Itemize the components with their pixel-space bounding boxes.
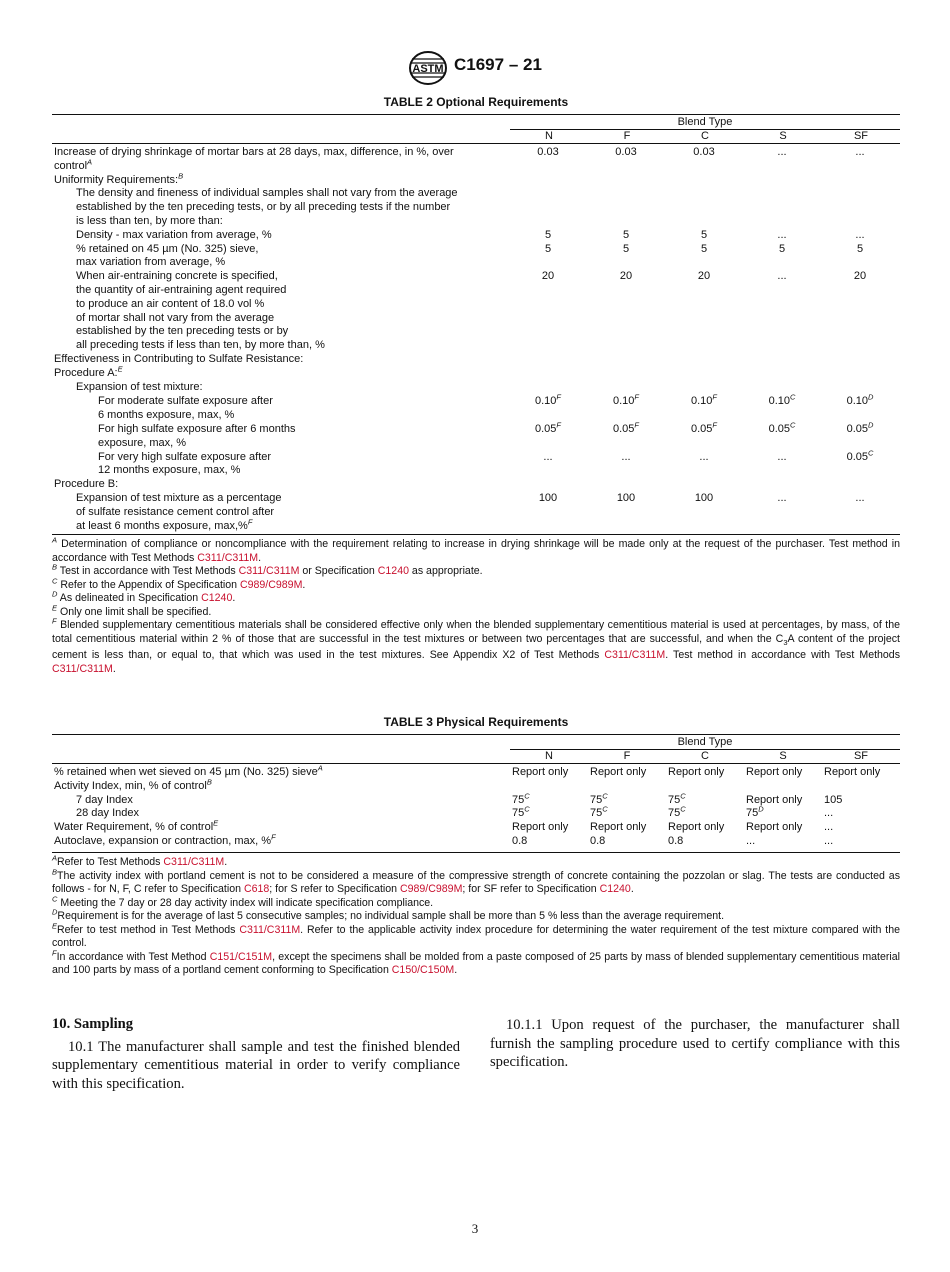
table-row-label: For high sulfate exposure after 6 months [98, 423, 296, 435]
footnote-b: $^B$ Test in accordance with Test Methods C311/C311M or Specification C1240 as appropriate. [52, 562, 483, 577]
table-row-label: Activity Index, min, % of control$^B$ [54, 777, 212, 792]
table-cell: 100 [538, 492, 558, 504]
table-row-label: 7 day Index [76, 793, 133, 806]
document-designation: C1697 – 21 [454, 55, 542, 74]
table-cell: 5 [700, 242, 708, 255]
link-c151[interactable]: C151/C151M [209, 950, 273, 963]
table-cell: 5 [700, 228, 708, 241]
table-2-blend-type-header: Blend Type [677, 116, 733, 128]
link-c989[interactable]: C989/C989M [239, 578, 303, 591]
table-row-label: Density - max variation from average, % [76, 228, 272, 241]
table-3-col-s: S [779, 750, 787, 762]
table-row-label: Effectiveness in Contributing to Sulfate Resistance: [54, 353, 304, 365]
link-c311[interactable]: C311/C311M [52, 662, 113, 675]
link-c311[interactable]: C311/C311M [604, 649, 666, 662]
table-cell: $0.05^D$ [846, 420, 874, 435]
table-cell: Report only [746, 793, 803, 806]
table-cell: $0.05^C$ [768, 420, 796, 435]
link-c1240[interactable]: C1240 [599, 883, 631, 895]
page-header [0, 50, 950, 86]
table-cell: Report only [668, 766, 725, 778]
table-cell: ... [855, 228, 865, 241]
table-cell: Report only [512, 766, 569, 778]
table-cell: 5 [622, 242, 630, 255]
table-2-footnotes [52, 535, 900, 676]
table-row-label: all preceding tests if less than ten, by more than, % [76, 339, 325, 352]
table-2-col-f: F [623, 130, 631, 142]
table-cell: 5 [544, 242, 552, 255]
table-row-label: % retained when wet sieved on 45 µm (No. 325) sieve$^A$ [54, 763, 323, 778]
table-cell: 20 [853, 270, 867, 283]
footnote-f: $^F$In accordance with Test Method C151/C151M, except the specimens shall be molded from a paste composed of 25 parts by mass of blended supplementary cementitious material and 100 parts by mass of a portland cement conforming to Specification C150/C150M. [52, 947, 901, 976]
table-3-col-c: C [701, 750, 709, 762]
table-row-label: Increase of drying shrinkage of mortar bars at 28 days, max, difference, in %, over [54, 146, 454, 158]
table-row-label: Uniformity Requirements:$^B$ [54, 170, 184, 186]
table-cell: 5 [778, 242, 786, 255]
table-cell: ... [824, 807, 834, 820]
section-heading: 10. Sampling [52, 1016, 134, 1032]
table-cell: ... [777, 450, 787, 463]
table-cell: $75^C$ [668, 804, 686, 820]
table-row-label: Procedure B: [54, 478, 119, 491]
footnote-b: $^B$The activity index with portland cement is not to be considered a measure of the compressive strength of concrete containing the pozzolan or slag. The tests are conducted as follows - for N, F, C refer to Specification C618; for S refer to Specification C989/C989M; for SF refer to Specification C1240. [52, 866, 900, 895]
table-cell: 0.8 [590, 835, 606, 847]
table-cell: ... [699, 450, 709, 463]
table-3-col-f: F [623, 750, 631, 762]
table-cell: $75^C$ [590, 790, 608, 806]
table-2-col-sf: SF [853, 130, 869, 142]
table-cell: $0.10^F$ [534, 392, 561, 408]
link-c1240[interactable]: C1240 [201, 592, 233, 604]
table-cell: $0.05^F$ [534, 420, 561, 435]
table-cell: $0.10^D$ [846, 392, 874, 408]
table-cell: 0.03 [615, 146, 637, 158]
table-cell: 20 [619, 270, 633, 283]
table-2-body [52, 144, 900, 532]
table-cell: 100 [616, 492, 636, 504]
table-cell: 5 [856, 242, 864, 255]
table-cell: Report only [824, 766, 881, 778]
table-cell: 100 [694, 492, 714, 504]
table-cell: ... [777, 270, 787, 283]
paragraph-10-1-1: 10.1.1 Upon request of the purchaser, the manufacturer shall furnish the sampling procedure used to certify compliance with this specification. [490, 1017, 900, 1070]
table-cell: Report only [512, 821, 569, 834]
table-2-title: TABLE 2 Optional Requirements [383, 95, 569, 109]
table-row-label: is less than ten, by more than: [76, 215, 223, 227]
link-c150[interactable]: C150/C150M [391, 964, 455, 976]
table-cell: Report only [590, 821, 647, 834]
table-cell: ... [777, 228, 787, 241]
table-cell: 20 [697, 270, 711, 283]
table-row-label: of sulfate resistance cement control after [76, 505, 275, 518]
table-cell: ... [543, 450, 553, 463]
paragraph-10-1: 10.1 The manufacturer shall sample and test the finished blended supplementary cementitious material in order to verify compliance with this specification. [52, 1038, 460, 1092]
table-3-col-n: N [545, 750, 553, 762]
link-c311[interactable]: C311/C311M [197, 551, 259, 564]
link-c1240[interactable]: C1240 [377, 565, 409, 577]
table-cell: $75^C$ [590, 804, 608, 820]
table-row-label: established by the ten preceding tests or by [76, 325, 289, 338]
table-row-label: at least 6 months exposure, max,%$^F$ [76, 516, 253, 532]
table-cell: $0.10^F$ [612, 392, 639, 408]
table-row-label: Procedure A:$^E$ [54, 364, 123, 379]
section-10-right-column [490, 1016, 900, 1072]
footnote-e: $^E$Refer to test method in Test Methods C311/C311M. Refer to the applicable activity index procedure for determining the water requirement of the test mixture compared with the control. [52, 920, 900, 949]
table-row-label: Water Requirement, % of control$^E$ [54, 818, 219, 834]
table-2-col-s: S [779, 130, 787, 142]
table-cell: Report only [746, 821, 803, 834]
table-row-label: % retained on 45 µm (No. 325) sieve, [76, 242, 259, 255]
table-cell: ... [777, 146, 787, 158]
table-cell: $75^D$ [746, 804, 764, 820]
footnote-d: $^D$ As delineated in Specification C1240. [52, 589, 236, 604]
table-row-label: When air-entraining concrete is specified, [76, 270, 278, 283]
table-row-label: the quantity of air-entraining agent required [76, 284, 287, 296]
table-row-label: The density and fineness of individual samples shall not vary from the average [76, 187, 458, 200]
link-c311[interactable]: C311/C311M [239, 923, 301, 936]
footnote-a: $^A$ Determination of compliance or noncompliance with the requirement relating to increase in drying shrinkage will be made only at the request of the purchaser. Test method in accordance with Test Methods C311/C311M. [52, 535, 900, 564]
table-cell: ... [824, 821, 834, 834]
table-3 [52, 714, 900, 978]
table-3-title: TABLE 3 Physical Requirements [383, 715, 569, 729]
footnote-d: $^D$Requirement is for the average of last 5 consecutive samples; no individual sample shall be more than 5 % less than the average requirement. [52, 907, 725, 922]
table-3-col-sf: SF [853, 750, 869, 762]
table-row-label: For very high sulfate exposure after [98, 450, 272, 463]
table-cell: $0.05^C$ [846, 447, 874, 463]
table-3-footnotes [52, 853, 900, 978]
table-cell: 0.03 [693, 146, 715, 158]
table-row-label: Expansion of test mixture: [76, 380, 203, 393]
table-cell: ... [824, 835, 834, 847]
table-cell: ... [621, 450, 631, 463]
table-cell: ... [855, 492, 865, 504]
table-2 [52, 94, 900, 676]
footnote-a: $^A$Refer to Test Methods C311/C311M. [52, 853, 228, 868]
table-2-col-n: N [545, 130, 553, 142]
table-3-blend-type-header: Blend Type [677, 736, 733, 748]
table-row-label: of mortar shall not vary from the average [76, 311, 275, 324]
table-cell: 20 [541, 270, 555, 283]
table-cell: $75^C$ [512, 790, 530, 806]
link-c989[interactable]: C989/C989M [399, 883, 463, 895]
table-cell: 0.8 [668, 835, 684, 847]
table-cell: Report only [746, 766, 803, 778]
table-cell: 0.8 [512, 835, 528, 847]
page-number: 3 [471, 1221, 479, 1236]
table-row-label: to produce an air content of 18.0 vol % [76, 297, 265, 310]
table-cell: Report only [590, 766, 647, 778]
table-row-label: established by the ten preceding tests, or by all preceding tests if the number [76, 201, 451, 214]
table-row-label: Autoclave, expansion or contraction, max, %$^F$ [54, 832, 276, 847]
footnote-e: $^E$ Only one limit shall be specified. [52, 602, 212, 618]
table-cell: ... [777, 492, 787, 504]
table-row-label: max variation from average, % [76, 256, 226, 269]
table-row-label: Expansion of test mixture as a percentage [76, 492, 282, 504]
table-cell: $75^C$ [668, 790, 686, 806]
table-cell: ... [855, 146, 865, 158]
link-c311[interactable]: C311/C311M [238, 565, 300, 577]
table-cell: $75^C$ [512, 804, 530, 820]
table-cell: ... [746, 835, 756, 847]
table-cell: $0.10^F$ [690, 392, 717, 408]
table-row-label: For moderate sulfate exposure after [98, 395, 273, 408]
svg-text:ASTM: ASTM [412, 63, 444, 75]
table-cell: $0.05^F$ [612, 420, 639, 435]
table-cell: 5 [544, 228, 552, 241]
table-cell: Report only [668, 821, 725, 834]
table-cell: 0.03 [537, 146, 559, 158]
table-cell: $0.10^C$ [768, 392, 796, 408]
astm-logo-icon [408, 50, 448, 86]
table-row-label: 28 day Index [76, 807, 139, 820]
footnote-f: $^F$ Blended supplementary cementitious materials shall be considered effective only when the blended supplementary cementitious material is used at percentages, by mass, of the total cementitious material within 2 % of those that are successful in the test mixtures or between two percentages that are successful, and when the $C_3A$ content of the project cement is less than, or equal to, that which was used in the test mixtures. See Appendix X2 of Test Methods C311/C311M. Test method in accordance with Test Methods C311/C311M. [52, 616, 900, 675]
link-c311[interactable]: C311/C311M [163, 856, 225, 868]
table-row-label: 6 months exposure, max, % [98, 409, 235, 422]
table-2-col-c: C [701, 130, 709, 142]
section-10-left-column [52, 1015, 460, 1093]
table-cell: 105 [824, 793, 843, 806]
table-cell: 5 [622, 228, 630, 241]
footnote-c: $^C$ Refer to the Appendix of Specification C989/C989M. [52, 575, 306, 591]
table-row-label: 12 months exposure, max, % [98, 464, 241, 477]
table-3-body [52, 764, 900, 850]
table-cell: $0.05^F$ [690, 420, 717, 435]
footnote-c: $^C$ Meeting the 7 day or 28 day activity index will indicate specification compliance. [52, 893, 434, 909]
table-row-label: control$^A$ [54, 157, 93, 172]
table-row-label: exposure, max, % [98, 436, 187, 449]
link-c618[interactable]: C618 [243, 883, 270, 895]
